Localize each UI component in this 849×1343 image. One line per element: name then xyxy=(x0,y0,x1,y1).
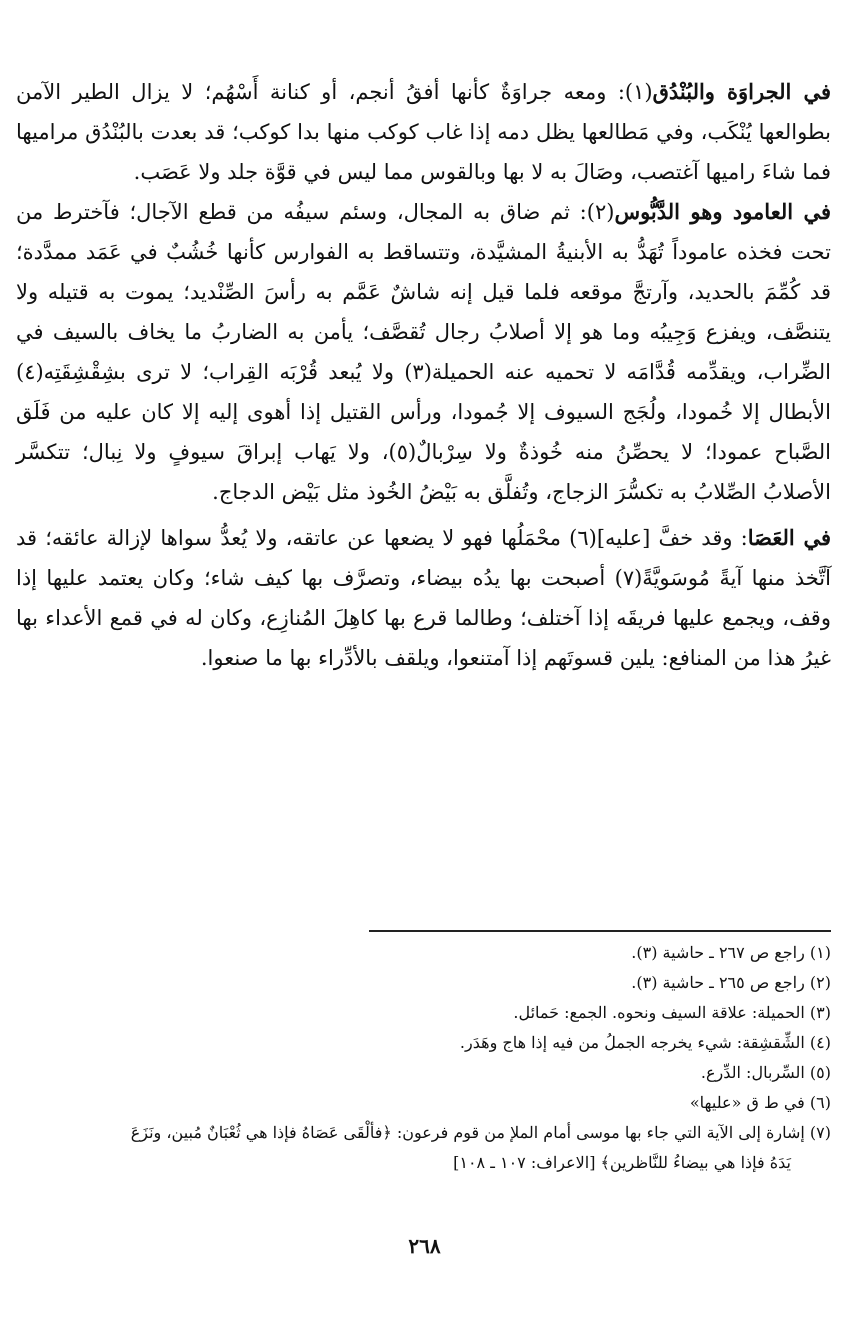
paragraph-jarawa xyxy=(16,72,831,192)
footnotes xyxy=(16,938,831,1178)
footnote: (٣) الحميلة: علاقة السيف ونحوه. الجمع: حَمائل. xyxy=(513,1003,831,1022)
paragraph-amud xyxy=(16,192,831,512)
footnote: (٧) إشارة إلى الآية التي جاء بها موسى أمام الملإ من قوم فرعون: ﴿فألْقَى عَصَاهُ فإذا هي ثُعْبَانٌ مُبين، ونَزَعَ xyxy=(130,1123,831,1142)
section-heading: في العَصَا xyxy=(747,525,832,550)
footnote-ref: (٢) xyxy=(586,200,615,224)
paragraph-text: : وقد خفَّ [عليه](٦) محْمَلُها فهو لا يضعها عن عاتقه، ولا يُعدُّ سواها لإزالة عائقه؛ قد آتَّخذ منها آيةً مُوسَويَّةً(٧) أصبحت بها يدُه بيضاء، وتصرَّف بها كيف شاء؛ وكان يعتمد عليها إذا وقف، ويجمع عليها فريقَه إذا آختلف؛ وطالما قرع بها كاهِلَ المُنازِع، وكان له في قمع الأعداء بها غيرُ هذا من المنافع: يلين قسوتَهم إذا آمتنعوا، ويلقف بالأدِّراء بها ما صنعوا. xyxy=(16,526,831,670)
footnote: (٥) السِّربال: الدِّرع. xyxy=(700,1063,831,1082)
footnote-continuation: يَدَهُ فإذا هي بيضاءُ للنَّاظرين﴾ [الاعراف: ١٠٧ ـ ١٠٨] xyxy=(453,1153,791,1172)
footnote: (٦) في ط ق «عليها» xyxy=(689,1093,831,1112)
footnote: (٢) راجع ص ٢٦٥ ـ حاشية (٣). xyxy=(631,973,831,992)
paragraph-asa xyxy=(16,518,831,678)
footnote: (١) راجع ص ٢٦٧ ـ حاشية (٣). xyxy=(631,943,831,962)
page-number: ٢٦٨ xyxy=(408,1234,441,1258)
footnote-ref: (١) xyxy=(624,80,653,104)
paragraph-text: : ثم ضاق به المجال، وسئم سيفُه من قطع الآجال؛ فآخترط من تحت فخذه عاموداً تُهَدُّ به الأبنيةُ المشيَّدة، وتتساقط به الفوارس كأنها خُشُبٌ في عَمَد ممدَّدة؛ قد كُمِّمَ بالحديد، وآرتجَّ موقعه فلما قيل إنه شاشٌ عَمَّم به رأسَ الصِّنْديد؛ يموت به قتيله ولا يتنصَّف، ويفزع وَجِيبُه وما هو إلا أصلابُ رجال تُقصَّف؛ يأمن به الضاربُ ما يخاف بالسيف في الضِّراب، ويقدِّمه قُدَّامَه لا تحميه عنه الحميلة(٣) ولا يُبعد قُرْبَه القِراب؛ لا ترى بشِقْشِقَتِه(٤) الأبطال إلا خُمودا، ولُجَج السيوف إلا جُمودا، ورأس القتيل إذا أهوى إليه إلا كان عليه من فَلَق الصَّباح عمودا؛ لا يحصِّنُ منه خُوذةٌ ولا سِرْبالٌ(٥)، ولا يَهاب إبراقَ سيوفٍ ولا نِبال؛ تتكسَّر الأصلابُ الصِّلابُ به تكسُّرَ الزجاج، وتُفلَّق به بَيْضُ الخُوذ مثل بَيْض الدجاج. xyxy=(16,200,831,504)
footnote: (٤) الشِّقشِقة: شيء يخرجه الجملُ من فيه إذا هاج وهَدَر. xyxy=(459,1033,831,1052)
paragraph-text: : ومعه جراوَةٌ كأنها أفقُ أنجم، أو كنانة أَسْهُم؛ لا يزال الطير الآمن بطوالعها يُنْكَب، وفي مَطالعها يظل دمه إذا غاب كوكب منها بدا كوكب؛ قد بعدت بالبُنْدُق مراميها فما شاءَ راميها آغتصب، وصَالَ به لا بها وبالقوس مما ليس في قوَّة جلد ولا عَصَب. xyxy=(16,80,831,184)
section-heading: في الجراوَة والبُنْدُق xyxy=(652,79,831,104)
footnotes-divider xyxy=(369,930,831,932)
main-text xyxy=(16,72,831,678)
section-heading: في العامود وهو الدَّبُّوس xyxy=(614,199,831,224)
